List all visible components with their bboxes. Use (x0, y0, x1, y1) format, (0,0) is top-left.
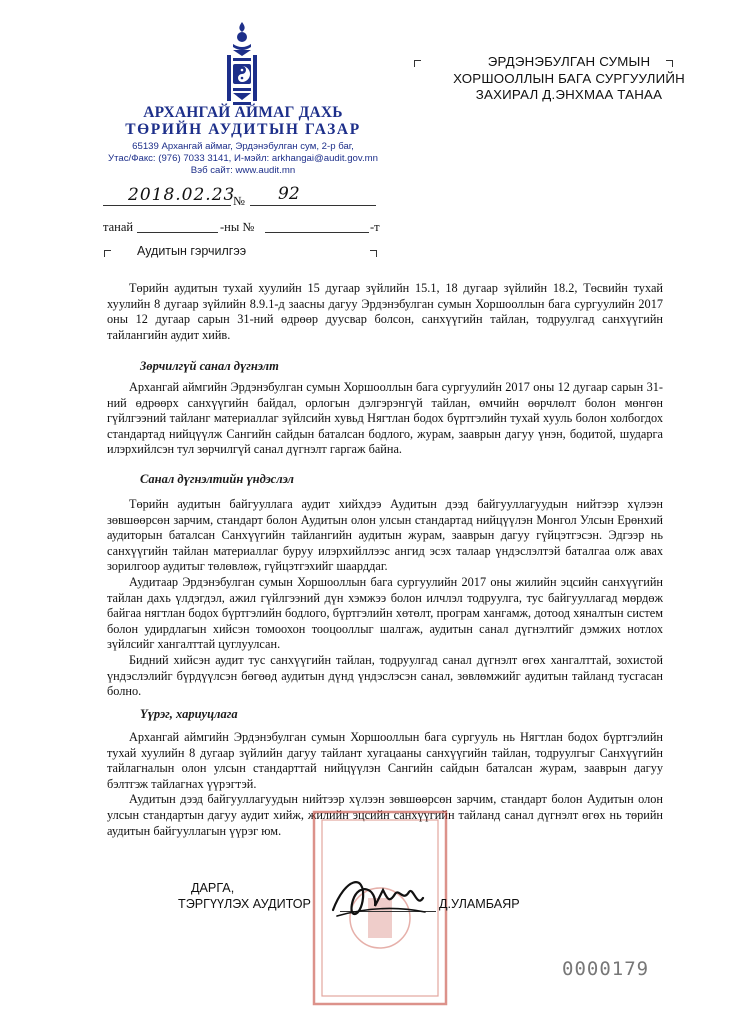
organization-phone-email: Утас/Факс: (976) 7033 3141, И-мэйл: arkhangai@audit.gov.mn (108, 153, 378, 164)
responsibility-paragraph-2: Аудитын дээд байгууллагуудын нийтээр хүлээн зөвшөөрсөн зарчим, стандарт болон Аудитын олон улсын стандартын дагуу аудит хийж, жилийн эцсийн санхүүгийн тайланд санал дүгнэлт өгөх нь төрийн аудитын байгууллагын үүрэг юм. (107, 792, 663, 838)
ny-label: -ны № (220, 220, 255, 234)
basis-paragraph-1: Төрийн аудитын байгууллага аудит хийхдээ Аудитын дээд байгууллагуудын нийтээр хүлээн зөвшөөрсөн зарчим, стандарт болон Аудитын олон улсын стандартад нийцүүлэн Монгол Улсын Ерөнхий аудиторын баталсан Санхүүгийн тайлангийн аудитын журам, зааврын дагуу гүйцэтгэсэн. Эдгээр нь санхүүгийн тайлан материаллаг буруу илэрхийллээс ангид эсэх талаар үндэслэлтэй баталгаа олж авах зорилгоор аудитыг төлөвлөж, гүйцэтгэхийг шаарддаг. (107, 497, 663, 574)
ny-underline (265, 232, 369, 233)
date-underline (103, 205, 231, 206)
tanai-underline (137, 232, 218, 233)
recipient-corner-mark (414, 60, 421, 67)
handwritten-signature (325, 868, 430, 928)
document-serial-number: 0000179 (562, 958, 650, 980)
recipient-line2: ХОРШООЛЛЫН БАГА СУРГУУЛИЙН (453, 70, 685, 86)
signatory-name: Д.УЛАМБАЯР (439, 897, 520, 911)
recipient-line1: ЭРДЭНЭБУЛГАН СУМЫН (487, 54, 651, 69)
organization-website: Вэб сайт: www.audit.mn (190, 165, 296, 176)
recipient-block (438, 54, 700, 104)
recipient-line3: ЗАХИРАЛ Д.ЭНХМАА ТАНАА (475, 87, 663, 102)
organization-contact (90, 141, 396, 177)
letter-date: 2018.02.23 (128, 185, 236, 205)
opinion-section (107, 380, 663, 458)
signatory-title-line2: ТЭРГҮҮЛЭХ АУДИТОР (178, 897, 311, 911)
basis-paragraph-2: Аудитаар Эрдэнэбулган сумын Хоршооллын бага сургуулийн 2017 оны жилийн эцсийн санхүүгийн тайлан дахь үлдэгдэл, ажил гүйлгээний дүн хэмжээ болон илчлэл тодруулга, тус байгууллагад мөрдөж байгаа нягтлан бодох бүртгэлийн бодлого, бүртгэлийн хөтөлт, програм хангамж, дотоод хяналтын систем болон удирдлагын хийсэн томоохон тооцооллыг шалгаж, аудитын санал дүгнэлтийг дэмжих нотлох зүйлсийг хангалттай цуглуулсан. (107, 574, 663, 652)
signatory-title-line1: ДАРГА, (191, 881, 235, 895)
subject-corner-mark (104, 250, 111, 257)
subject-corner-mark (370, 250, 377, 257)
section-heading-basis: Санал дүгнэлтийн үндэслэл (140, 472, 294, 486)
responsibility-paragraph-1: Архангай аймгийн Эрдэнэбулган сумын Хоршооллын бага сургууль нь Нягтлан бодох бүртгэлийн тухай хуулийн 8 дугаар зүйлийн дагуу тайлант хугацааны санхүүгийн тайлан, тодруулгыг Санхүүгийн тайлагналын олон улсын стандарттай нийцүүлэн Сангийн сайдын баталсан журам, зааврын дагуу бэлтгэж тайлагнах үүрэгтэй. (107, 730, 663, 791)
organization-name-line2: ТӨРИЙН АУДИТЫН ГАЗАР (125, 121, 361, 138)
intro-text: Төрийн аудитын тухай хуулийн 15 дугаар зүйлийн 15.1, 18 дугаар зүйлийн 18.2, Төсвийн тухай хуулийн 8 дугаар зүйлийн 8.9.1-д заасны дагуу Эрдэнэбулган сумын Хоршооллын бага сургуулийн 2017 оны 12 дугаар сарын 31-ний өдрөөр дуусвар болсон, санхүүгийн тайлан, тодруулгад санхүүгийн тайлангийн аудит хийв. (107, 281, 663, 342)
letter-number: 92 (278, 184, 300, 204)
t-label: -т (370, 220, 380, 234)
basis-paragraph-3: Бидний хийсэн аудит тус санхүүгийн тайлан, тодруулгад санал дүгнэлт өгөх хангалттай, зохистой үндэслэлийг бүрдүүлсэн бөгөөд аудитын дүнд үндэслэсэн санал, зөвлөмжийг аудитын тайланд тусгасан болно. (107, 652, 663, 699)
tanai-label: танай (103, 220, 134, 234)
opinion-paragraph: Архангай аймгийн Эрдэнэбулган сумын Хоршооллын бага сургуулийн 2017 оны 12 дугаар сарын 31-ний өдрөөрх санхүүгийн байдал, орлогын дэлгэрэнгүй тайлан, өмчийн өөрчлөлт болон мөнгөн гүйлгээний тайланг материаллаг зүйлсийн хувьд Нягтлан бодох бүртгэлийн тухай хууль болон холбогдох стандартад нийцүүлж Сангийн сайдын баталсан бодлого, журам, зааврын дагуу үнэн, бодитой, шударга илэрхийлсэн тул зөрчилгүй санал дүгнэлт гаргаж байна. (107, 380, 663, 457)
organization-name-line1: АРХАНГАЙ АЙМАГ ДАХЬ (143, 104, 343, 121)
section-heading-opinion: Зөрчилгүй санал дүгнэлт (140, 359, 279, 373)
number-underline (250, 205, 376, 206)
organization-address: 65139 Архангай аймаг, Эрдэнэбулган сум, 2-р баг, (132, 141, 354, 152)
basis-section (107, 497, 663, 700)
state-emblem-icon (222, 22, 262, 106)
intro-paragraph (107, 281, 663, 343)
section-heading-responsibility: Үүрэг, хариуцлага (140, 707, 238, 721)
letter-subject: Аудитын гэрчилгээ (137, 244, 247, 258)
letter-number-label: № (233, 194, 245, 208)
